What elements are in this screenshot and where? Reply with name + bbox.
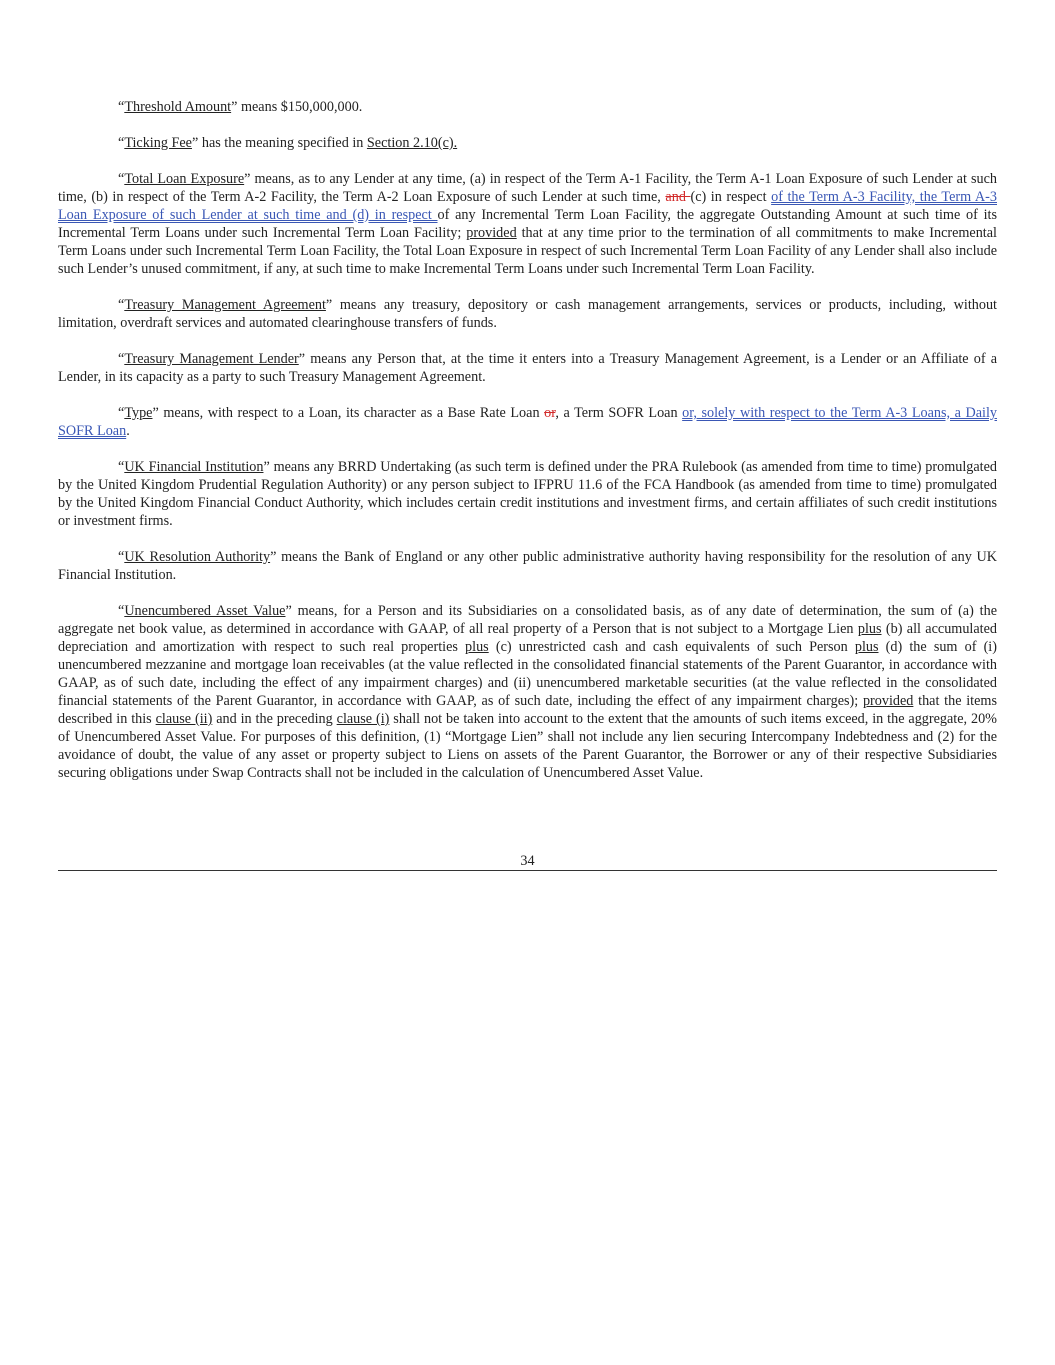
definition-text: (c) in respect [690,189,772,205]
defined-term: Treasury Management Agreement [124,297,326,313]
definition-uk-financial-institution [58,458,997,530]
definition-ticking-fee [58,134,997,152]
defined-term: Total Loan Exposure [124,171,245,187]
definition-text: means any BRRD Undertaking (as such term is defined under the PRA Rulebook (as amended from time to time) promulgated by the United Kingdom Prudential Regulation Authority) or any person subject to IFPRU 11.6 of the FCA Handbook (as amended from time to time) promulgated by the United Kingdom Financial Conduct Authority, which includes certain credit institutions and investment firms, and certain affiliates of such credit institutions or investment firms. [58,459,997,529]
quote-open: “ [118,99,125,115]
quote-open: “ [118,135,125,151]
definition-text: of any Incremental Term Loan Facility, the aggregate Outstanding Amount at such time of its Incremental Term Loans under such Incremental Term Loan Facility; [58,207,997,241]
defined-term: Treasury Management Lender [124,351,299,367]
definition-text: and in the preceding [212,711,337,727]
deleted-text: and [665,189,691,205]
clause-reference: clause (i) [336,711,390,727]
quote-close: ” [298,351,306,367]
quote-close: ” [325,297,333,313]
definition-total-loan-exposure [58,170,997,278]
definition-treasury-management-agreement [58,296,997,332]
quote-open: “ [118,549,125,565]
definition-text: means any Person that, at the time it enters into a Treasury Management Agreement, is a Lender or an Affiliate of a Lender, in its capacity as a party to such Treasury Management Agreement. [58,351,998,385]
plus-term: plus [854,639,879,655]
provided-term: provided [466,225,517,241]
quote-open: “ [118,603,125,619]
definition-text: means, for a Person and its Subsidiaries on a consolidated basis, as of any date of determination, the sum of (a) the aggregate net book value, as determined in accordance with GAAP, of all real property of a Person that is not subject to a Mortgage Lien [58,603,998,637]
definition-uk-resolution-authority [58,548,997,584]
definition-text: means, with respect to a Loan, its character as a Base Rate Loan [158,405,545,421]
inserted-text: of the Term A-3 Facility, the Term A-3 Loan Exposure of such Lender at such time and (d) in respect [58,189,997,223]
plus-term: plus [857,621,882,637]
defined-term: Type [124,405,153,421]
definition-text: has the meaning specified in [198,135,367,151]
definition-text: . [126,423,130,439]
definition-unencumbered-asset-value [58,602,997,782]
document-body [58,98,997,800]
definition-threshold-amount [58,98,997,116]
clause-reference: clause (ii) [155,711,213,727]
definition-text: , a Term SOFR Loan [555,405,683,421]
quote-open: “ [118,351,125,367]
definition-text: that the items described in this [58,693,997,727]
defined-term: UK Financial Institution [124,459,264,475]
quote-open: “ [118,459,125,475]
plus-term: plus [465,639,489,655]
defined-term: Unencumbered Asset Value [124,603,286,619]
quote-open: “ [118,171,125,187]
quote-close: ” [285,603,292,619]
quote-close: ” [270,549,277,565]
definition-text: shall not be taken into account to the extent that the amounts of such items exceed, in the aggregate, 20% of Unencumbered Asset Value. For purposes of this definition, (1) “Mortgage Lien” shall not include any lien securing Intercompany Indebtedness and (2) for the avoidance of doubt, the value of any asset or property subject to Liens on assets of the Parent Guarantor, the Borrower or any of their respective Subsidiaries securing obligations under Swap Contracts shall not be included in the calculation of Unencumbered Asset Value. [58,711,997,781]
page-number: 34 [520,853,535,869]
definition-type [58,404,997,440]
footer-rule [58,870,997,871]
quote-close: ” [152,405,159,421]
definition-text: means, as to any Lender at any time, (a) in respect of the Term A-1 Facility, the Term A-1 Loan Exposure of such Lender at such time, (b) in respect of the Term A-2 Facility, the Term A-2 Loan Exposure of such Lender at such time, [58,171,997,205]
defined-term: UK Resolution Authority [124,549,271,565]
quote-close: ” [231,99,238,115]
definition-text: that at any time prior to the termination of all commitments to make Incremental Term Loans under such Incremental Term Loan Facility, the Total Loan Exposure in respect of such Incremental Term Loan Facility of any Lender shall also include such Lender’s unused commitment, if any, at such time to make Incremental Term Loans under such Incremental Term Loan Facility. [58,225,997,277]
definition-treasury-management-lender [58,350,997,386]
quote-open: “ [118,297,125,313]
definition-text: means any treasury, depository or cash management arrangements, services or products, including, without limitation, overdraft services and automated clearinghouse transfers of funds. [58,297,997,331]
quote-close: ” [244,171,251,187]
section-reference: Section 2.10(c). [366,135,458,151]
deleted-text: or [544,405,556,421]
definition-text: (c) unrestricted cash and cash equivalents of such Person [488,639,855,655]
definition-text: means the Bank of England or any other public administrative authority having responsibility for the resolution of any UK Financial Institution. [58,549,997,583]
definition-text: (b) all accumulated depreciation and amortization with respect to such real properties [58,621,997,655]
defined-term: Ticking Fee [124,135,192,151]
provided-term: provided [862,693,914,709]
definition-text: means $150,000,000. [237,99,363,115]
quote-close: ” [263,459,270,475]
defined-term: Threshold Amount [124,99,232,115]
inserted-text: or, solely with respect to the Term A-3 Loans, a Daily SOFR Loan [58,405,998,439]
definition-text: (d) the sum of (i) unencumbered mezzanine and mortgage loan receivables (at the value reflected in the consolidated financial statements of the Parent Guarantor, in accordance with GAAP, as of such date, including the effect of any impairment charges) and (ii) unencumbered marketable securities (at the value reflected in the consolidated financial statements of the Parent Guarantor, in accordance with GAAP, as of such date, including the effect of any impairment charges); [58,639,997,709]
quote-close: ” [191,135,199,151]
quote-open: “ [118,405,125,421]
